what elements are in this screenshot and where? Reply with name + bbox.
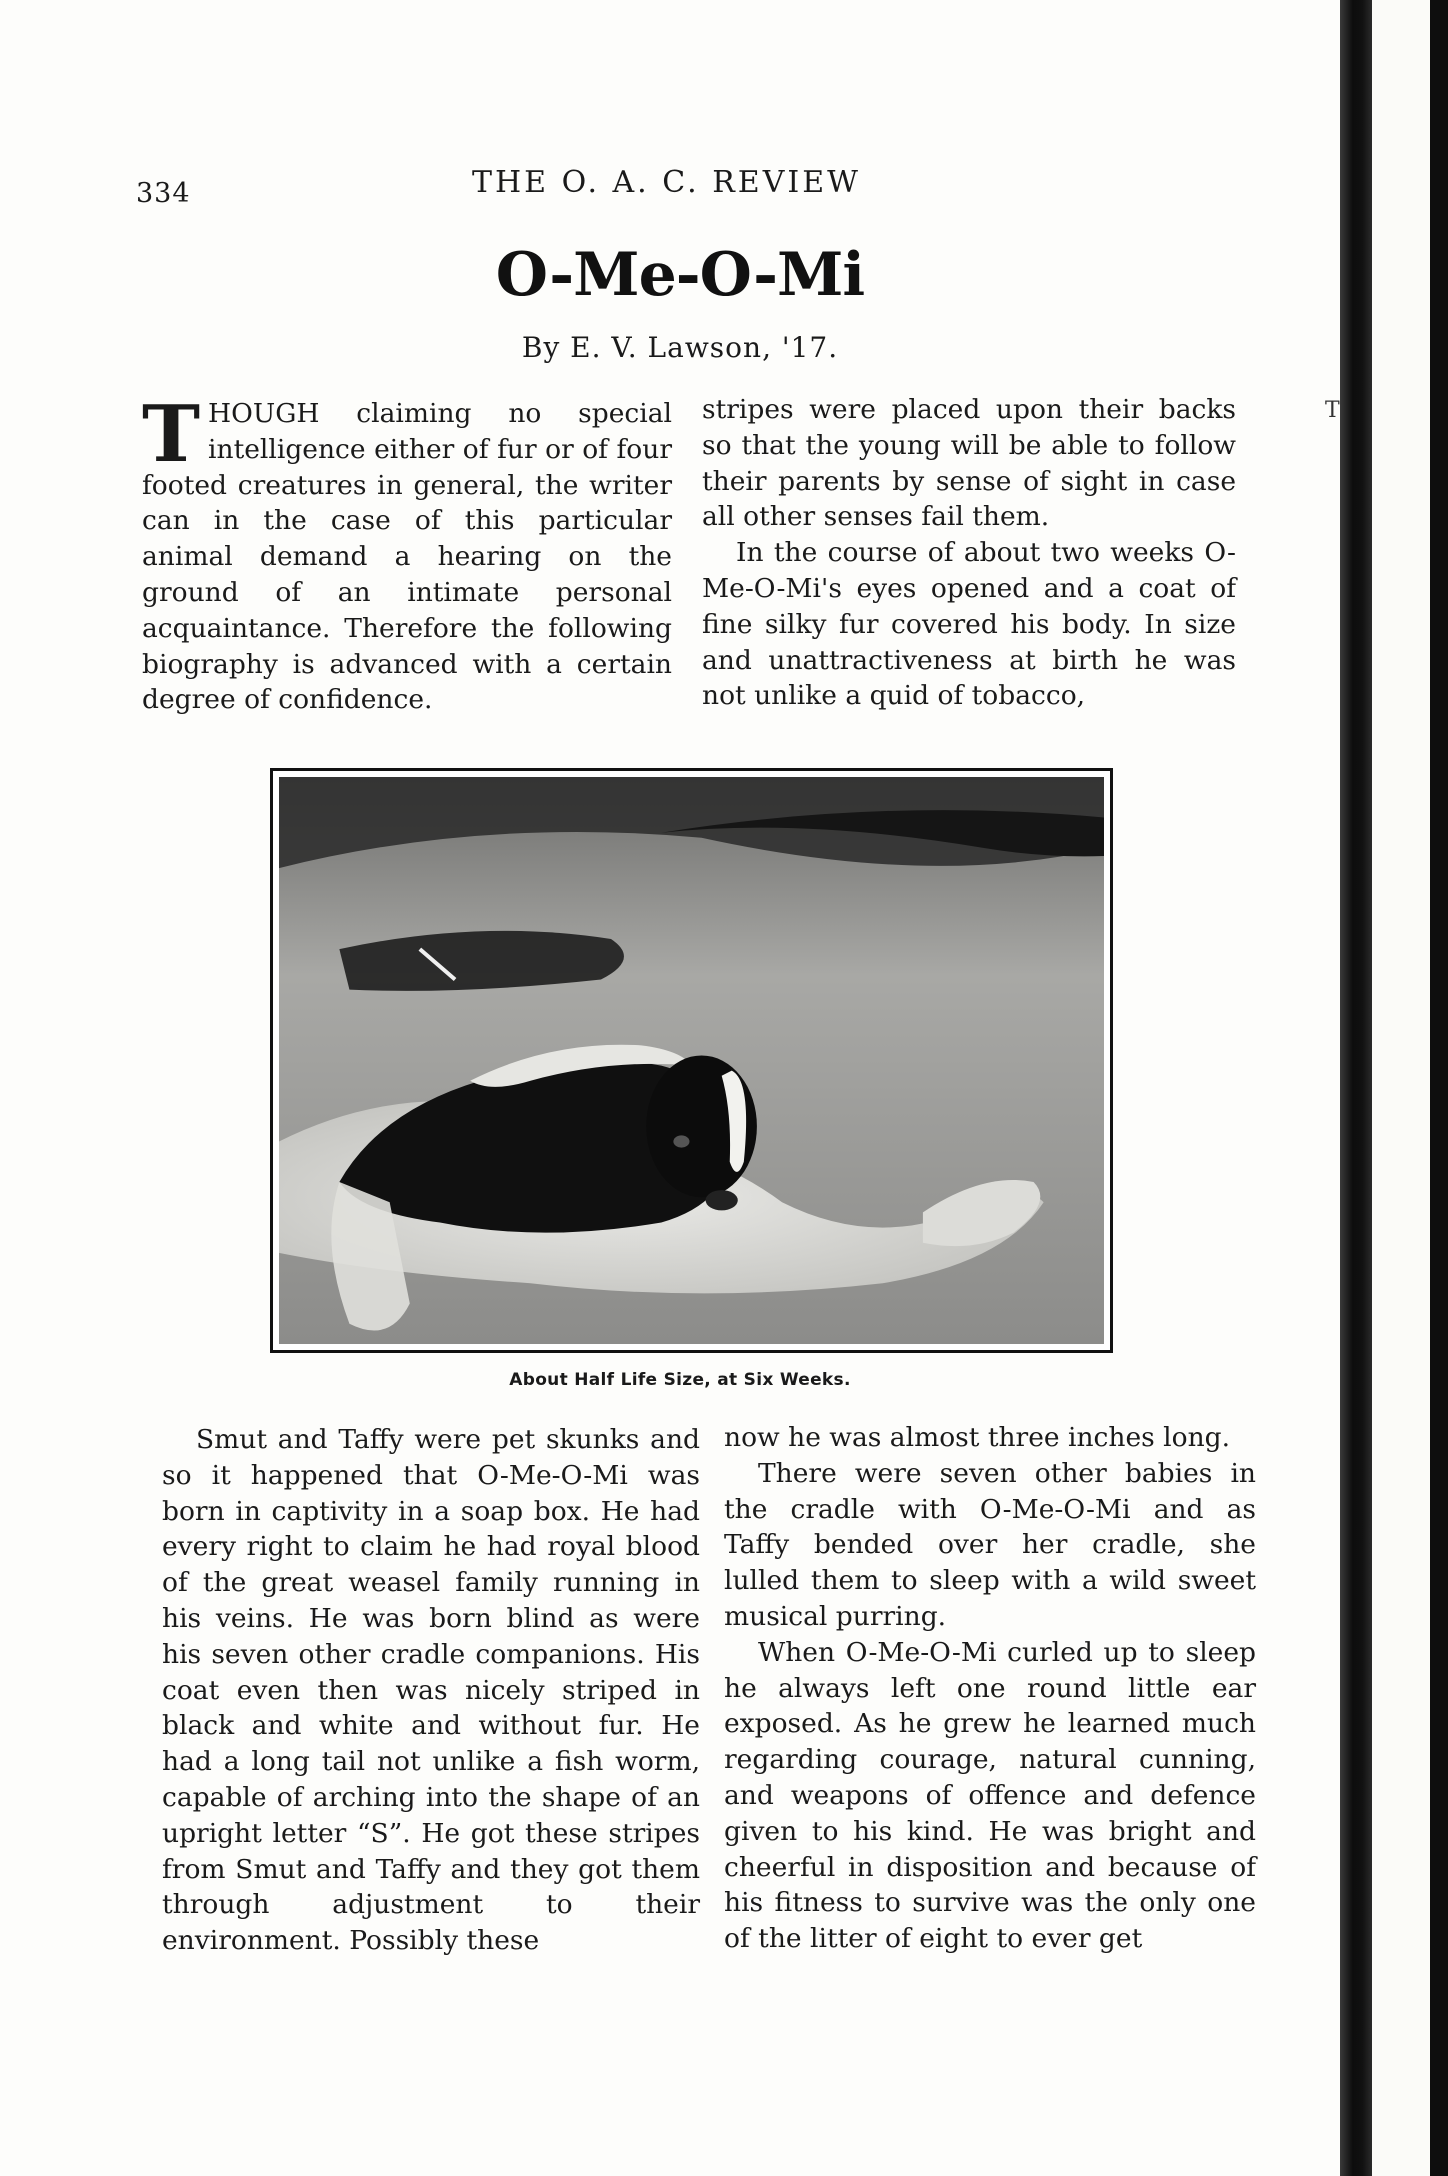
column-3: [162, 1422, 700, 1959]
running-head: THE O. A. C. REVIEW: [472, 165, 861, 200]
skunk-photo-image: [279, 777, 1104, 1344]
paragraph: [142, 389, 672, 718]
article-byline: By E. V. Lawson, '17.: [521, 331, 839, 364]
paragraph: When O-Me-O-Mi curled up to sleep he always left one round little ear exposed. As he grew he learned much regarding courage, natural cunning, and weapons of offence and defence given to his kind. He was bright and cheerful in disposition and because of his fitness to survive was the only one of the litter of eight to ever get: [724, 1636, 1256, 1955]
column-4: [724, 1420, 1256, 1957]
paragraph: Smut and Taffy were pet skunks and so it happened that O-Me-O-Mi was born in captivity in a soap box. He had every right to claim he had royal blood of the great weasel family running in his veins. He was born blind as were his seven other cradle companions. His coat even then was nicely striped in black and white and without fur. He had a long tail not unlike a fish worm, capable of arching into the shape of an upright letter “S”. He got these stripes from Smut and Taffy and they got them through adjustment to their environment. Possibly these: [162, 1424, 700, 1957]
paragraph-text: HOUGH claiming no special intelligence either of fur or of four footed creatures in general, the writer can in the case of this particular animal demand a hearing on the ground of an intimate personal acquaintance. Therefore the following biography is advanced with a certain degree of confidence.: [142, 398, 672, 716]
paragraph: stripes were placed upon their backs so that the young will be able to follow their parents by sense of sight in case all other senses fail them.: [702, 394, 1236, 533]
skunk-photo: [279, 777, 1104, 1344]
article-title: O-Me-O-Mi: [495, 240, 865, 310]
drop-cap: T: [142, 389, 201, 480]
column-1: [142, 389, 672, 718]
paragraph: now he was almost three inches long.: [724, 1422, 1231, 1453]
bleed-through-mark: T: [1325, 398, 1342, 423]
binding-shadow: [1340, 0, 1372, 2176]
page-number: 334: [136, 178, 191, 209]
next-page-border: [1430, 0, 1448, 2176]
paragraph: In the course of about two weeks O-Me-O-Mi's eyes opened and a coat of fine silky fur covered his body. In size and unattractiveness at birth he was not unlike a quid of tobacco,: [702, 537, 1236, 712]
column-2: [702, 392, 1236, 714]
photo-frame: [270, 768, 1113, 1353]
paragraph: There were seven other babies in the cradle with O-Me-O-Mi and as Taffy bended over her cradle, she lulled them to sleep with a wild sweet musical purring.: [724, 1457, 1256, 1632]
photo-caption: About Half Life Size, at Six Weeks.: [509, 1370, 851, 1390]
